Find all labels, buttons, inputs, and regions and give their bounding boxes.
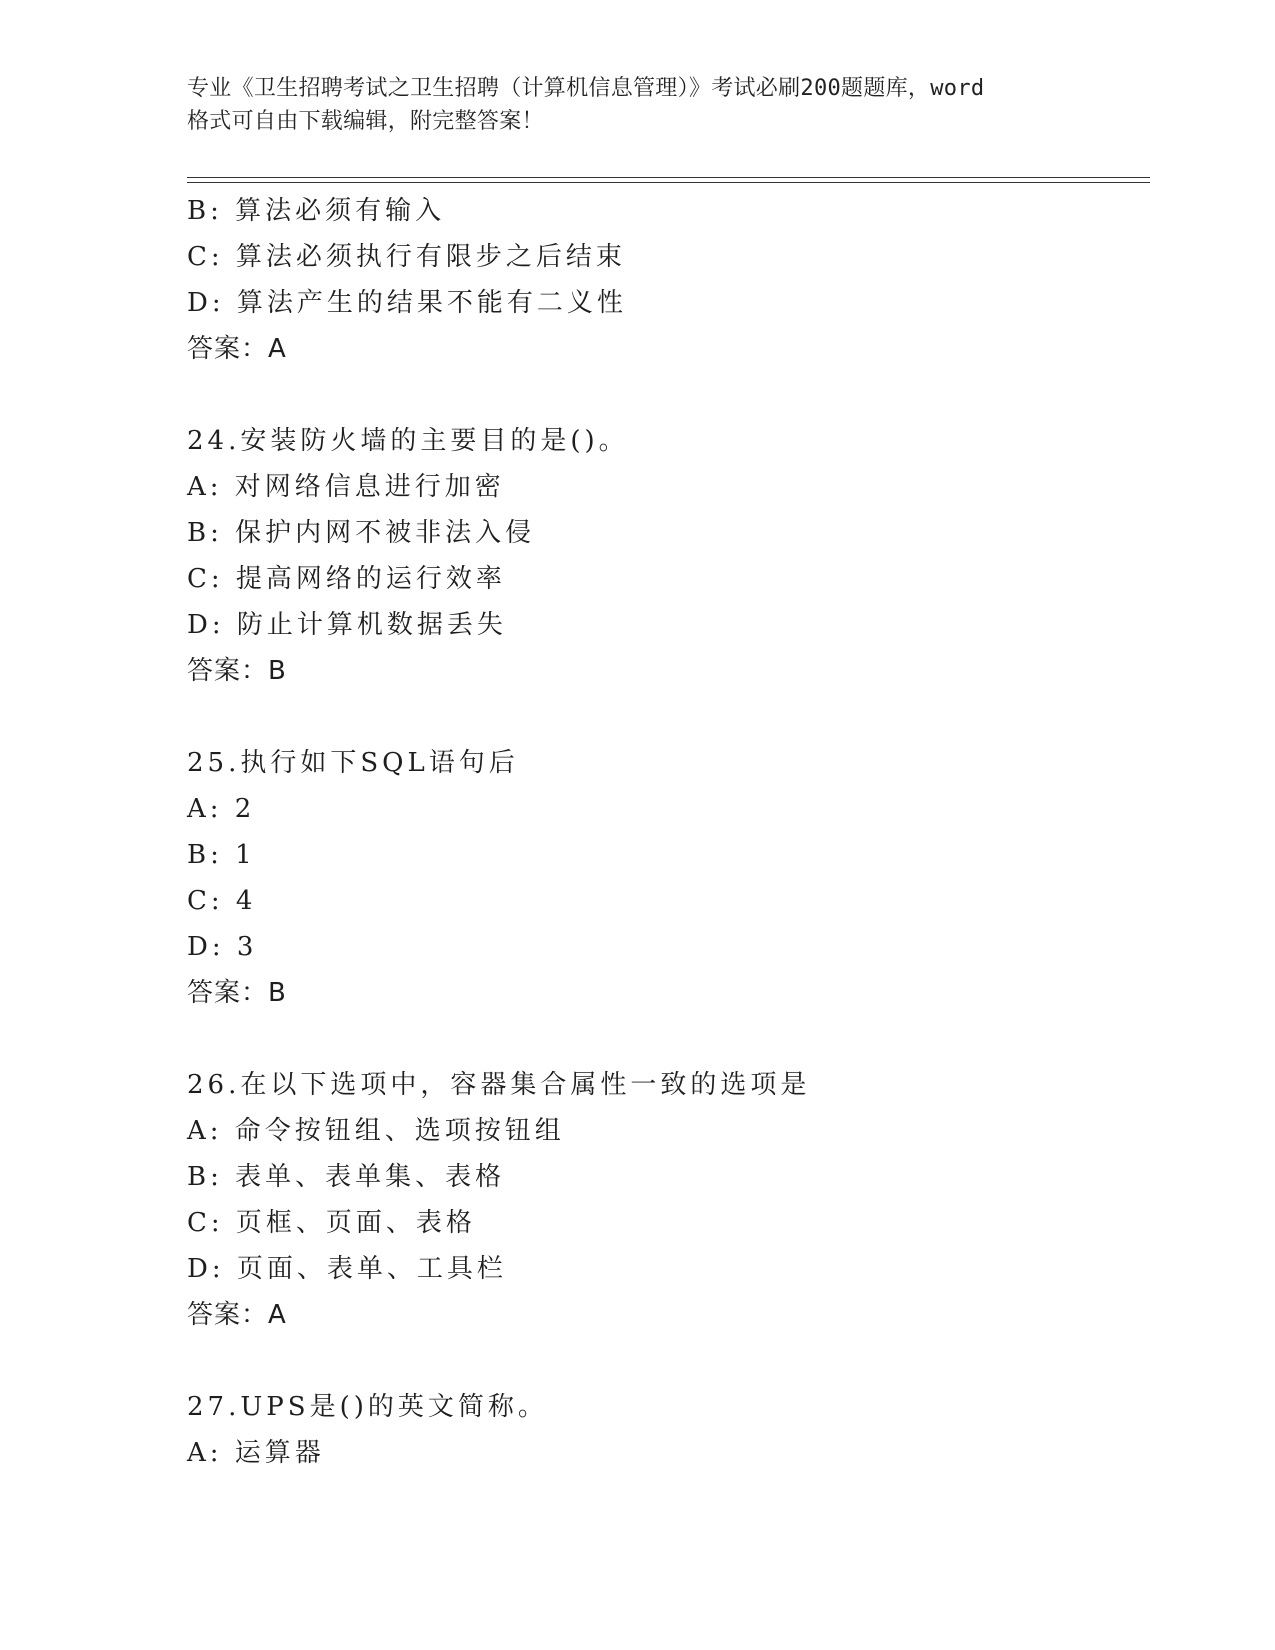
answer: 答案：B bbox=[187, 656, 287, 686]
answer: 答案：B bbox=[187, 978, 287, 1008]
question-stem: 26.在以下选项中，容器集合属性一致的选项是 bbox=[187, 1070, 811, 1100]
spacer bbox=[187, 1016, 1147, 1062]
answer: 答案：A bbox=[187, 1300, 287, 1330]
header-line-2: 格式可自由下载编辑，附完整答案！ bbox=[187, 109, 544, 134]
question-27 bbox=[187, 1384, 1147, 1476]
option-c: C: 页框、页面、表格 bbox=[187, 1208, 476, 1238]
option-c: C: 算法必须执行有限步之后结束 bbox=[187, 242, 626, 272]
question-26 bbox=[187, 1062, 1147, 1338]
spacer bbox=[187, 1338, 1147, 1384]
header-line-1: 专业《卫生招聘考试之卫生招聘（计算机信息管理）》考试必刷200题题库，word bbox=[187, 76, 985, 101]
option-a: A: 运算器 bbox=[187, 1438, 325, 1468]
answer: 答案：A bbox=[187, 334, 287, 364]
option-b: B: 表单、表单集、表格 bbox=[187, 1162, 506, 1192]
header-divider-bottom bbox=[187, 182, 1150, 183]
option-c: C: 提高网络的运行效率 bbox=[187, 564, 506, 594]
spacer bbox=[187, 372, 1147, 418]
question-stem: 25.执行如下SQL语句后 bbox=[187, 748, 519, 778]
option-a: A: 命令按钮组、选项按钮组 bbox=[187, 1116, 565, 1146]
option-b: B: 算法必须有输入 bbox=[187, 196, 446, 226]
document-header bbox=[187, 72, 1107, 138]
option-d: D: 页面、表单、工具栏 bbox=[187, 1254, 507, 1284]
option-d: D: 3 bbox=[187, 932, 258, 962]
option-a: A: 2 bbox=[187, 794, 256, 824]
question-stem: 27.UPS是()的英文简称。 bbox=[187, 1392, 548, 1422]
question-stem: 24.安装防火墙的主要目的是()。 bbox=[187, 426, 629, 456]
option-d: D: 防止计算机数据丢失 bbox=[187, 610, 507, 640]
option-d: D: 算法产生的结果不能有二义性 bbox=[187, 288, 627, 318]
option-c: C: 4 bbox=[187, 886, 257, 916]
spacer bbox=[187, 694, 1147, 740]
header-divider-top bbox=[187, 177, 1150, 178]
option-b: B: 1 bbox=[187, 840, 256, 870]
question-23-tail bbox=[187, 188, 1147, 372]
question-24 bbox=[187, 418, 1147, 694]
question-25 bbox=[187, 740, 1147, 1016]
option-b: B: 保护内网不被非法入侵 bbox=[187, 518, 536, 548]
option-a: A: 对网络信息进行加密 bbox=[187, 472, 505, 502]
question-list bbox=[187, 188, 1147, 1476]
